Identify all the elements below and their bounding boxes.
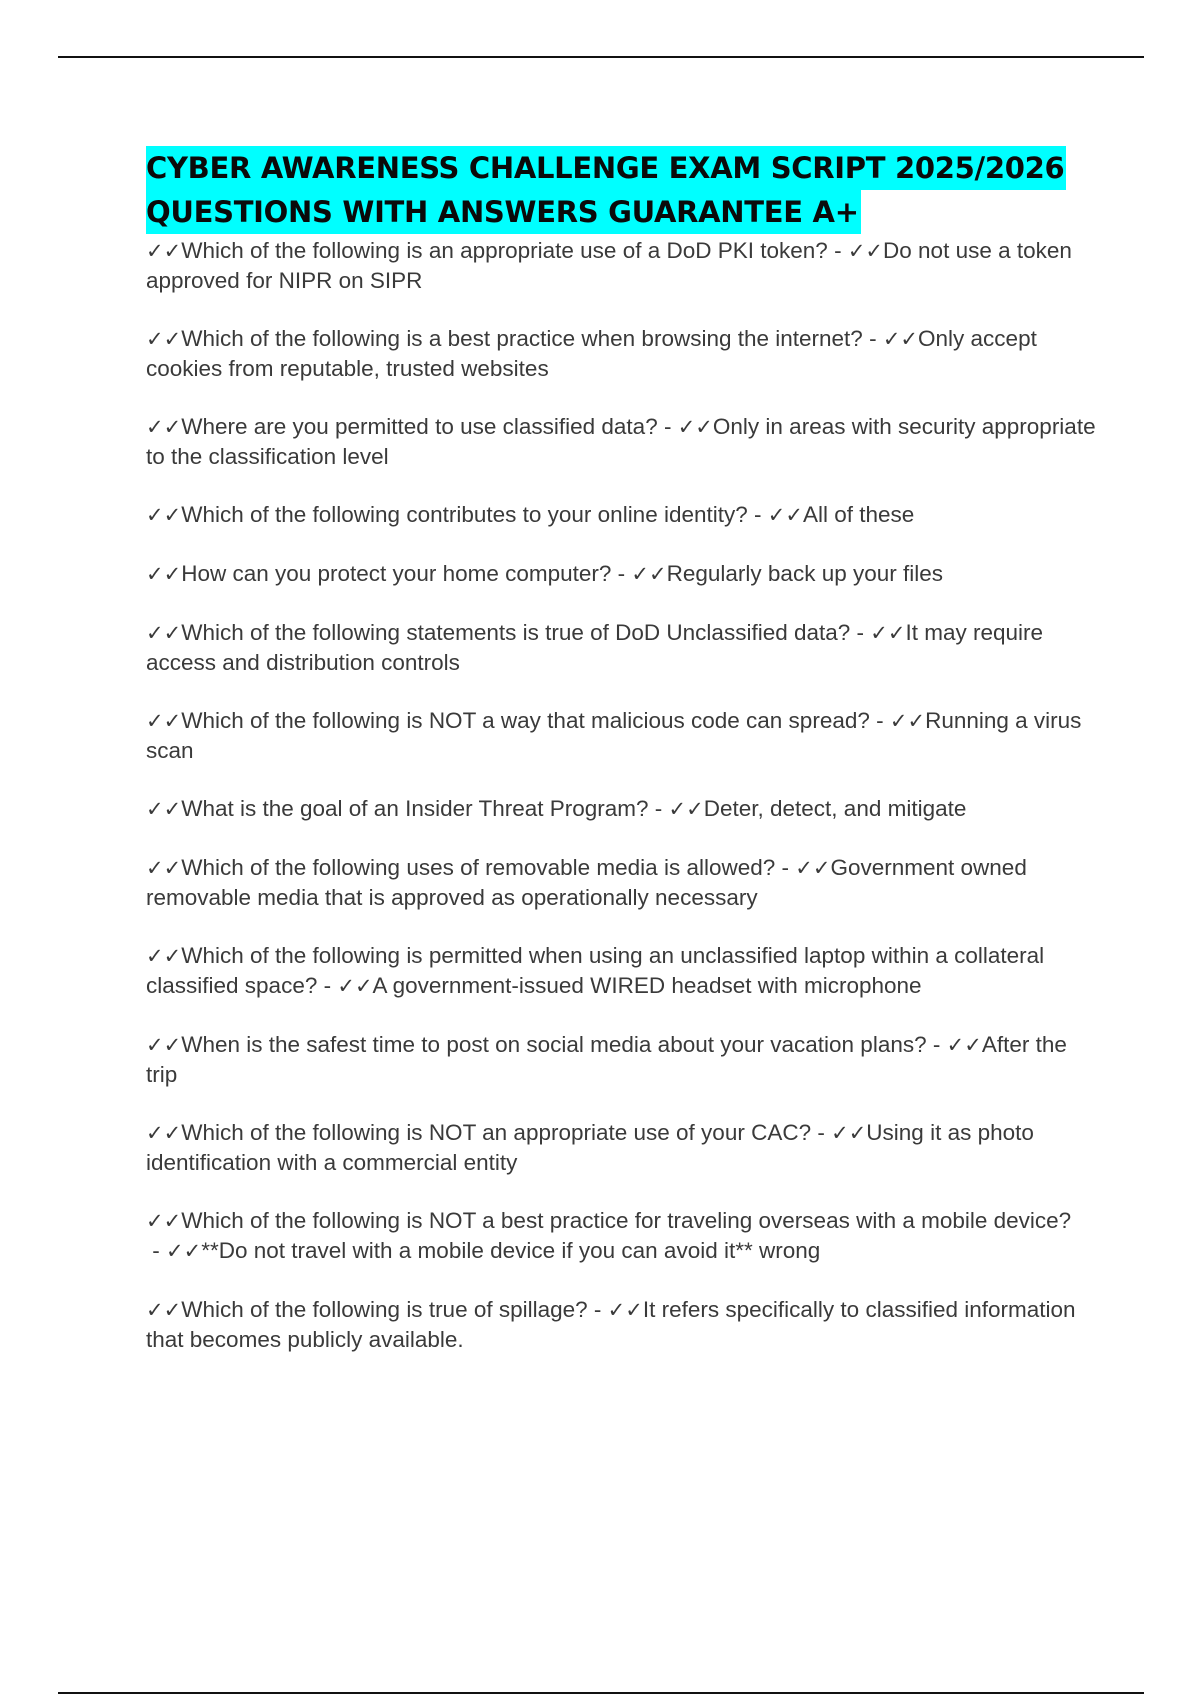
qa-separator: -	[657, 414, 678, 439]
qa-item	[146, 1118, 1096, 1177]
question-text: Which of the following is NOT a best practice for traveling overseas with a mobile device?	[181, 1208, 1072, 1233]
qa-separator: -	[648, 796, 669, 821]
qa-item	[146, 706, 1096, 765]
answer-text: All of these	[802, 502, 915, 527]
question-text: When is the safest time to post on social media about your vacation plans?	[181, 1032, 927, 1057]
title-line-2: QUESTIONS WITH ANSWERS GUARANTEE A+	[146, 190, 861, 234]
qa-separator: -	[811, 1120, 832, 1145]
double-check-icon: ✓✓	[631, 562, 667, 586]
qa-item	[146, 1206, 1096, 1266]
double-check-icon: ✓✓	[847, 239, 884, 263]
question-text: How can you protect your home computer?	[181, 561, 612, 586]
question-text: Which of the following is NOT an appropriate use of your CAC?	[181, 1120, 812, 1145]
double-check-icon: ✓✓	[946, 1033, 982, 1057]
question-text: Which of the following statements is true of DoD Unclassified data?	[181, 620, 851, 645]
answer-text: Government owned removable media that is approved as operationally necessary	[146, 855, 1027, 910]
double-check-icon: ✓✓	[146, 562, 182, 586]
qa-item	[146, 618, 1096, 677]
double-check-icon: ✓✓	[882, 327, 919, 351]
double-check-icon: ✓✓	[831, 1121, 867, 1145]
title-line-1: CYBER AWARENESS CHALLENGE EXAM SCRIPT 2025/2026	[146, 146, 1066, 190]
double-check-icon: ✓✓	[337, 974, 373, 998]
qa-item	[146, 941, 1096, 1001]
question-text: Which of the following is permitted when using an unclassified laptop within a collateral classified space?	[146, 943, 1045, 998]
qa-list	[146, 236, 1096, 1354]
qa-separator: -	[862, 326, 883, 351]
qa-separator: -	[587, 1297, 608, 1322]
answer-text: Regularly back up your files	[666, 561, 944, 586]
question-text: What is the goal of an Insider Threat Program?	[181, 796, 649, 821]
double-check-icon: ✓✓	[889, 709, 926, 733]
double-check-icon: ✓✓	[795, 856, 831, 880]
double-check-icon: ✓✓	[677, 415, 713, 439]
answer-text: After the trip	[146, 1032, 1067, 1087]
double-check-icon: ✓✓	[146, 1298, 182, 1322]
double-check-icon: ✓✓	[607, 1298, 643, 1322]
document-body	[146, 146, 1096, 1383]
question-text: Which of the following is true of spillage?	[181, 1297, 588, 1322]
answer-text: **Do not travel with a mobile device if you can avoid it** wrong	[201, 1238, 821, 1263]
qa-item	[146, 324, 1096, 383]
question-text: Which of the following uses of removable media is allowed?	[181, 855, 776, 880]
answer-text: Do not use a token approved for NIPR on SIPR	[146, 238, 1072, 293]
double-check-icon: ✓✓	[146, 239, 182, 263]
qa-separator: -	[775, 855, 796, 880]
qa-separator: -	[611, 561, 632, 586]
double-check-icon: ✓✓	[146, 944, 182, 968]
double-check-icon: ✓✓	[668, 797, 704, 821]
double-check-icon: ✓✓	[146, 797, 182, 821]
qa-item	[146, 559, 1096, 589]
question-text: Where are you permitted to use classified data?	[181, 414, 658, 439]
double-check-icon: ✓✓	[146, 1209, 182, 1233]
double-check-icon: ✓✓	[146, 621, 182, 645]
qa-separator: -	[869, 708, 890, 733]
answer-text: Using it as photo identification with a commercial entity	[146, 1120, 1034, 1175]
answer-text: A government-issued WIRED headset with microphone	[372, 973, 922, 998]
double-check-icon: ✓✓	[146, 503, 182, 527]
qa-separator: -	[827, 238, 848, 263]
qa-item	[146, 1295, 1096, 1354]
double-check-icon: ✓✓	[146, 856, 182, 880]
double-check-icon: ✓✓	[870, 621, 906, 645]
qa-item	[146, 412, 1096, 471]
question-text: Which of the following is NOT a way that malicious code can spread?	[181, 708, 870, 733]
answer-text: Deter, detect, and mitigate	[703, 796, 967, 821]
double-check-icon: ✓✓	[146, 327, 182, 351]
qa-item	[146, 500, 1096, 530]
qa-separator: -	[747, 502, 768, 527]
answer-text: It refers specifically to classified information that becomes publicly available.	[146, 1297, 1076, 1352]
qa-item	[146, 794, 1096, 824]
qa-item	[146, 1030, 1096, 1089]
question-text: Which of the following contributes to your online identity?	[181, 502, 748, 527]
answer-text: Running a virus scan	[146, 708, 1082, 763]
answer-text: It may require access and distribution controls	[146, 620, 1044, 675]
qa-separator: -	[926, 1032, 947, 1057]
qa-item	[146, 236, 1096, 295]
qa-separator: -	[850, 620, 871, 645]
answer-text: Only accept cookies from reputable, trusted websites	[146, 326, 1037, 381]
double-check-icon: ✓✓	[146, 709, 182, 733]
double-check-icon: ✓✓	[146, 415, 182, 439]
double-check-icon: ✓✓	[146, 1121, 182, 1145]
answer-text: Only in areas with security appropriate to the classification level	[146, 414, 1096, 469]
top-rule	[58, 56, 1144, 58]
double-check-icon: ✓✓	[146, 1033, 182, 1057]
bottom-rule	[58, 1692, 1144, 1694]
qa-item	[146, 853, 1096, 912]
double-check-icon: ✓✓	[166, 1239, 202, 1263]
double-check-icon: ✓✓	[767, 503, 803, 527]
question-text: Which of the following is a best practice when browsing the internet?	[181, 326, 863, 351]
qa-separator: -	[317, 973, 338, 998]
question-text: Which of the following is an appropriate use of a DoD PKI token?	[181, 238, 828, 263]
qa-separator: -	[146, 1238, 166, 1263]
document-title	[146, 146, 1096, 234]
